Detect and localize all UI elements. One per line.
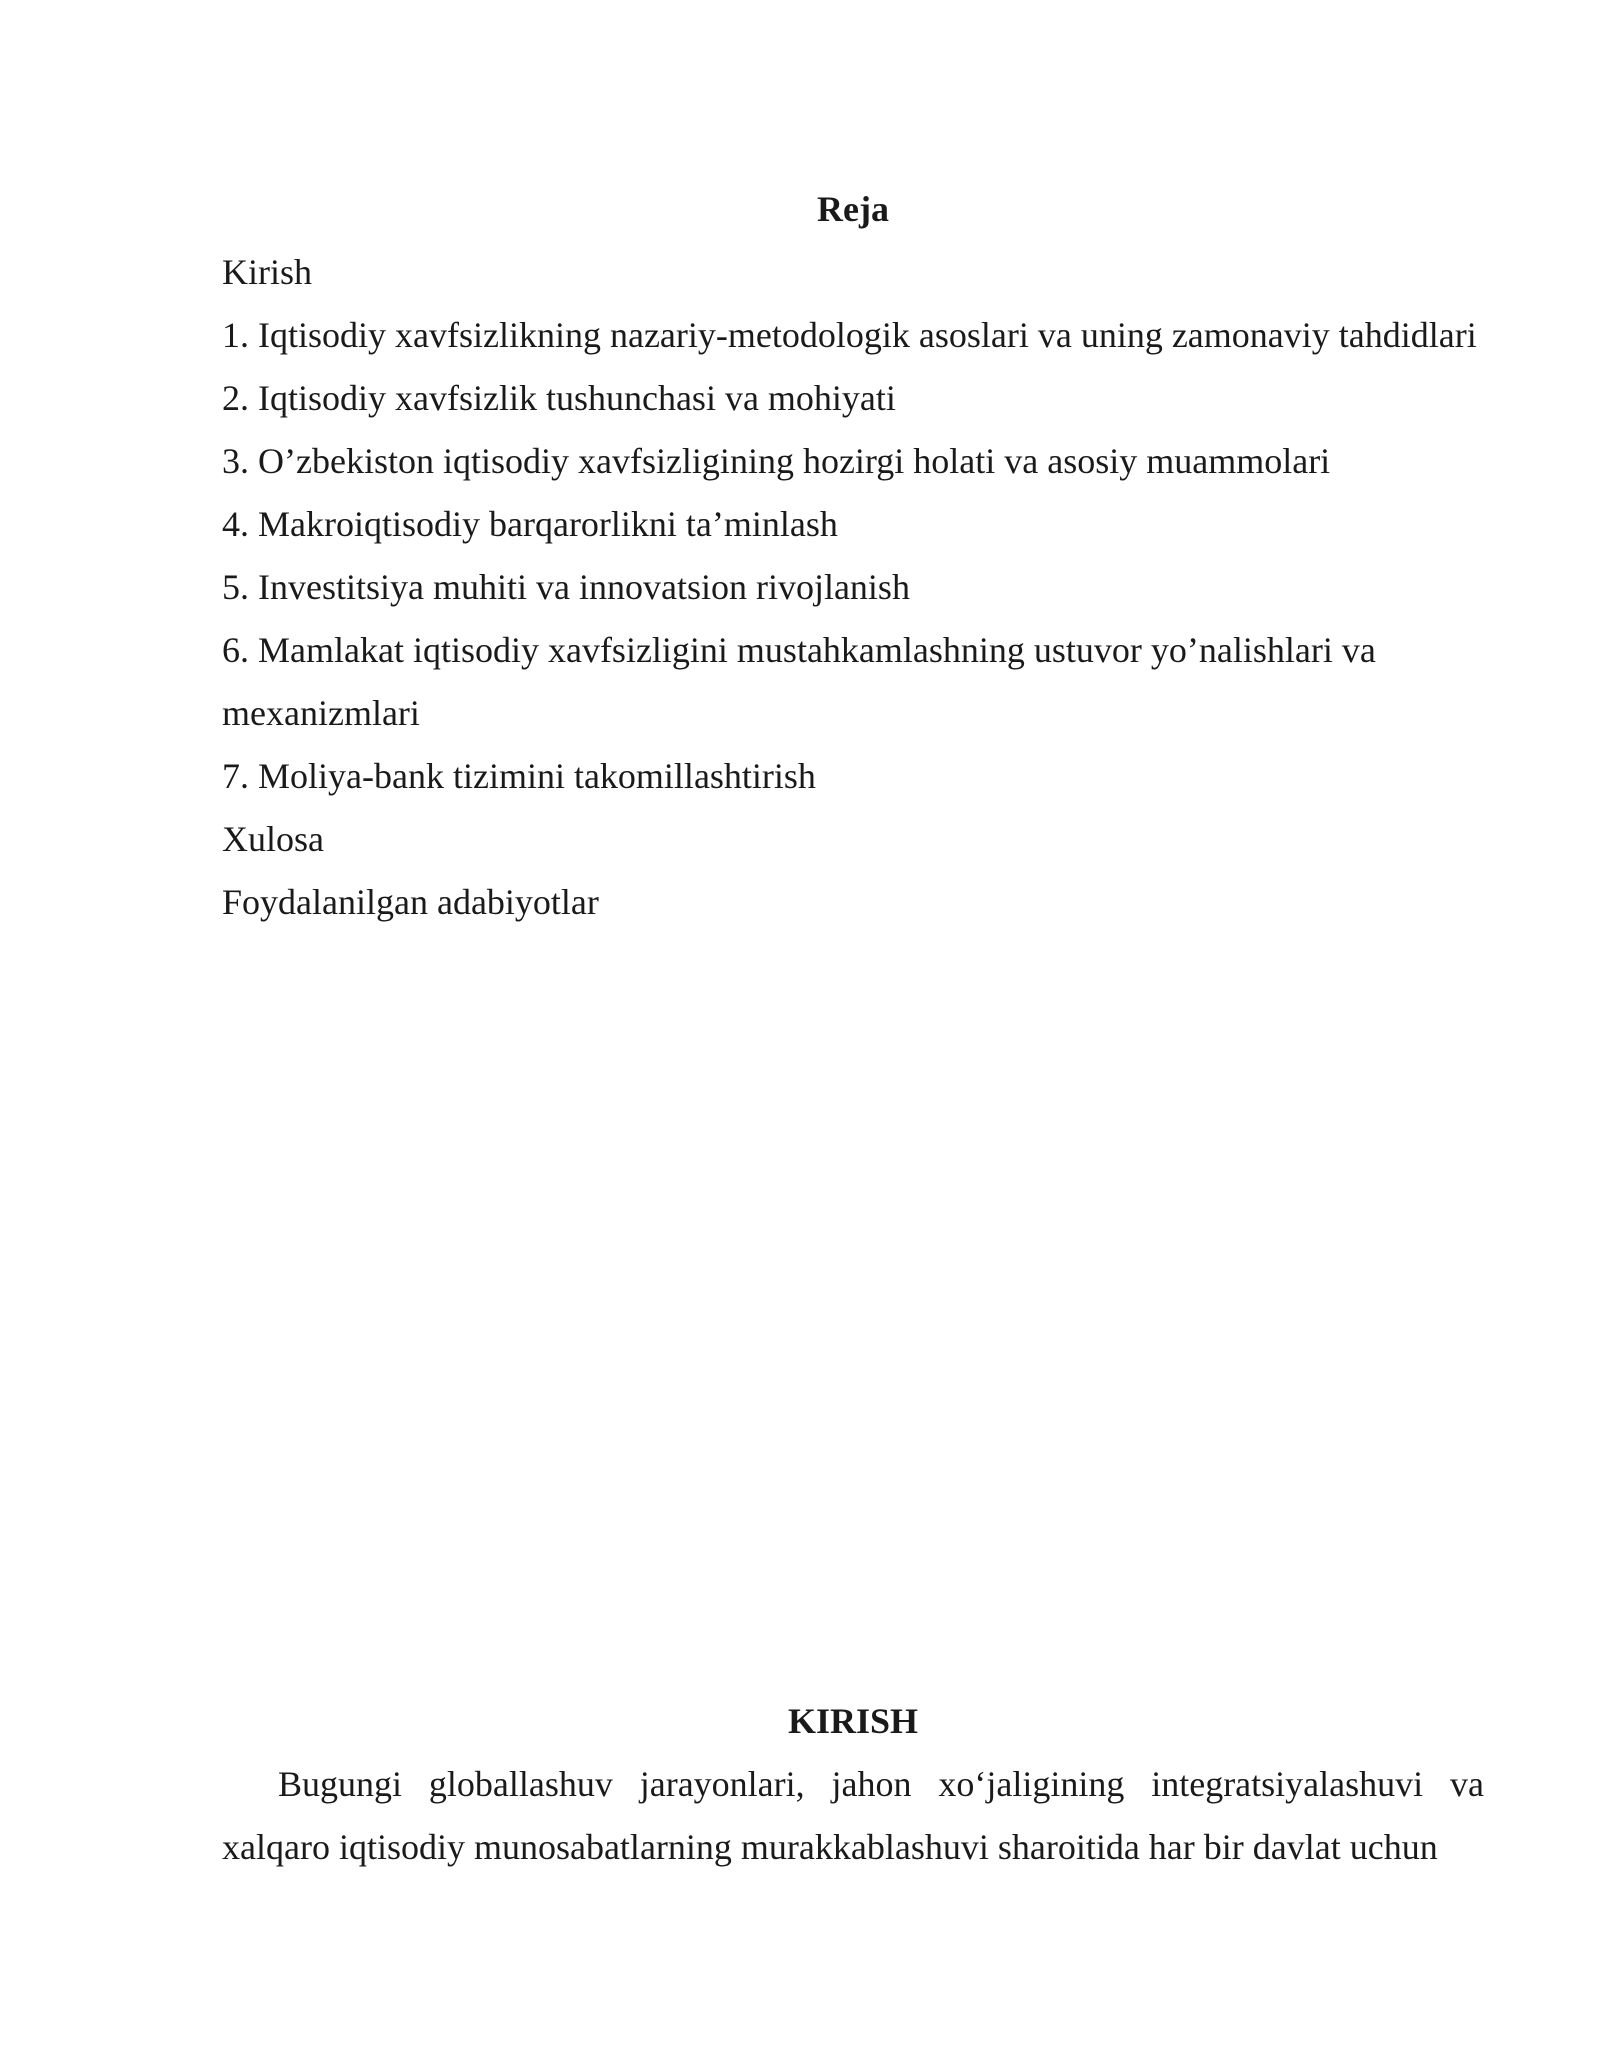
plan-title: Reja xyxy=(817,189,889,229)
plan-item-intro: Kirish xyxy=(222,252,312,292)
plan-item-5: 5. Investitsiya muhiti va innovatsion rivojlanish xyxy=(222,567,910,607)
plan-item-1: 1. Iqtisodiy xavfsizlikning nazariy-metodologik asoslari va uning zamonaviy tahdidlari xyxy=(222,315,1477,355)
plan-item-6: 6. Mamlakat iqtisodiy xavfsizligini mustahkamlashning ustuvor yo’nalishlari va mexanizmlari xyxy=(222,630,1376,733)
intro-paragraph: Bugungi globallashuv jarayonlari, jahon xo‘jaligining integratsiyalashuvi va xalqaro iqtisodiy munosabatlarning murakkablashuvi sharoitida har bir davlat uchun xyxy=(222,1764,1484,1867)
plan-item-7: 7. Moliya-bank tizimini takomillashtirish xyxy=(222,756,816,796)
plan-item-4: 4. Makroiqtisodiy barqarorlikni ta’minlash xyxy=(222,504,838,544)
plan-item-2: 2. Iqtisodiy xavfsizlik tushunchasi va mohiyati xyxy=(222,378,896,418)
plan-item-references: Foydalanilgan adabiyotlar xyxy=(222,882,599,922)
plan-item-3: 3. O’zbekiston iqtisodiy xavfsizligining hozirgi holati va asosiy muammolari xyxy=(222,441,1331,481)
plan-item-conclusion: Xulosa xyxy=(222,819,324,859)
plan-list xyxy=(222,241,1484,934)
intro-title: KIRISH xyxy=(787,1701,919,1741)
